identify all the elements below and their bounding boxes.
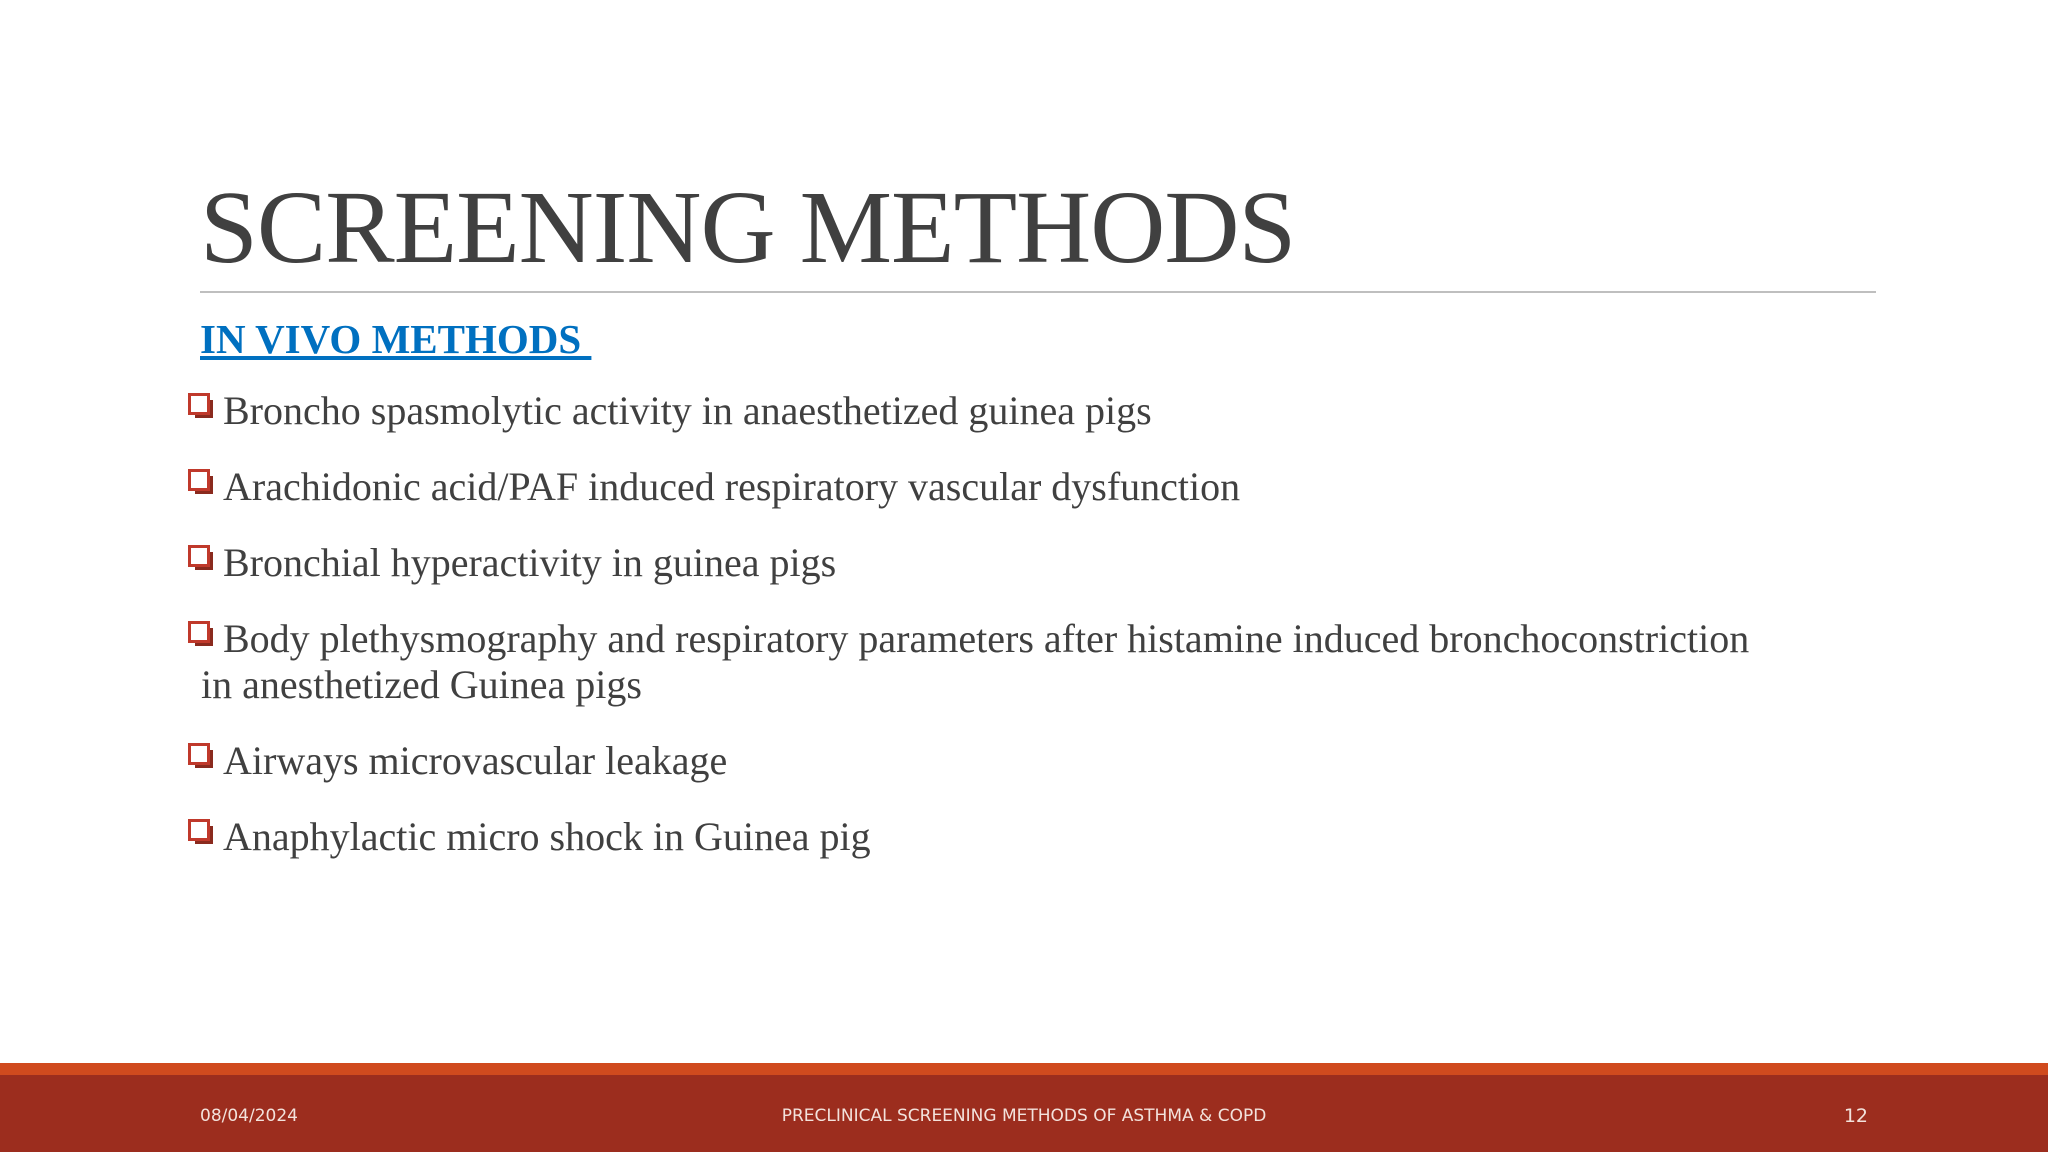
bullet-text: Broncho spasmolytic activity in anaesthetized guinea pigs	[223, 388, 1152, 433]
checkbox-square-icon	[188, 545, 214, 571]
bullet-item	[188, 814, 1888, 860]
checkbox-square-icon	[188, 819, 214, 845]
bullet-item	[188, 388, 1888, 434]
checkbox-square-icon	[188, 469, 214, 495]
bullet-text: Arachidonic acid/PAF induced respiratory vascular dysfunction	[223, 464, 1241, 509]
bullet-item	[188, 464, 1888, 510]
bullet-item	[188, 540, 1888, 586]
bullet-text: Body plethysmography and respiratory parameters after histamine induced bronchoconstriction	[223, 616, 1750, 661]
checkbox-square-icon	[188, 393, 214, 419]
page-number: 12	[1843, 1105, 1868, 1127]
bullet-item	[188, 616, 1888, 708]
slide-title: SCREENING METHODS	[200, 170, 1296, 285]
section-subtitle: IN VIVO METHODS	[200, 316, 592, 362]
bullet-text: Bronchial hyperactivity in guinea pigs	[223, 540, 837, 585]
bullet-text: Anaphylactic micro shock in Guinea pig	[223, 814, 871, 859]
bullet-text: Airways microvascular leakage	[223, 738, 728, 783]
bullet-text-continuation: in anesthetized Guinea pigs	[201, 662, 642, 707]
bullet-list	[188, 388, 1888, 890]
checkbox-square-icon	[188, 621, 214, 647]
title-divider	[200, 291, 1876, 293]
checkbox-square-icon	[188, 743, 214, 769]
footer-title: PRECLINICAL SCREENING METHODS OF ASTHMA & COPD	[781, 1106, 1267, 1126]
bullet-item	[188, 738, 1888, 784]
footer-date: 08/04/2024	[200, 1106, 298, 1126]
footer-accent-stripe	[0, 1063, 2048, 1075]
